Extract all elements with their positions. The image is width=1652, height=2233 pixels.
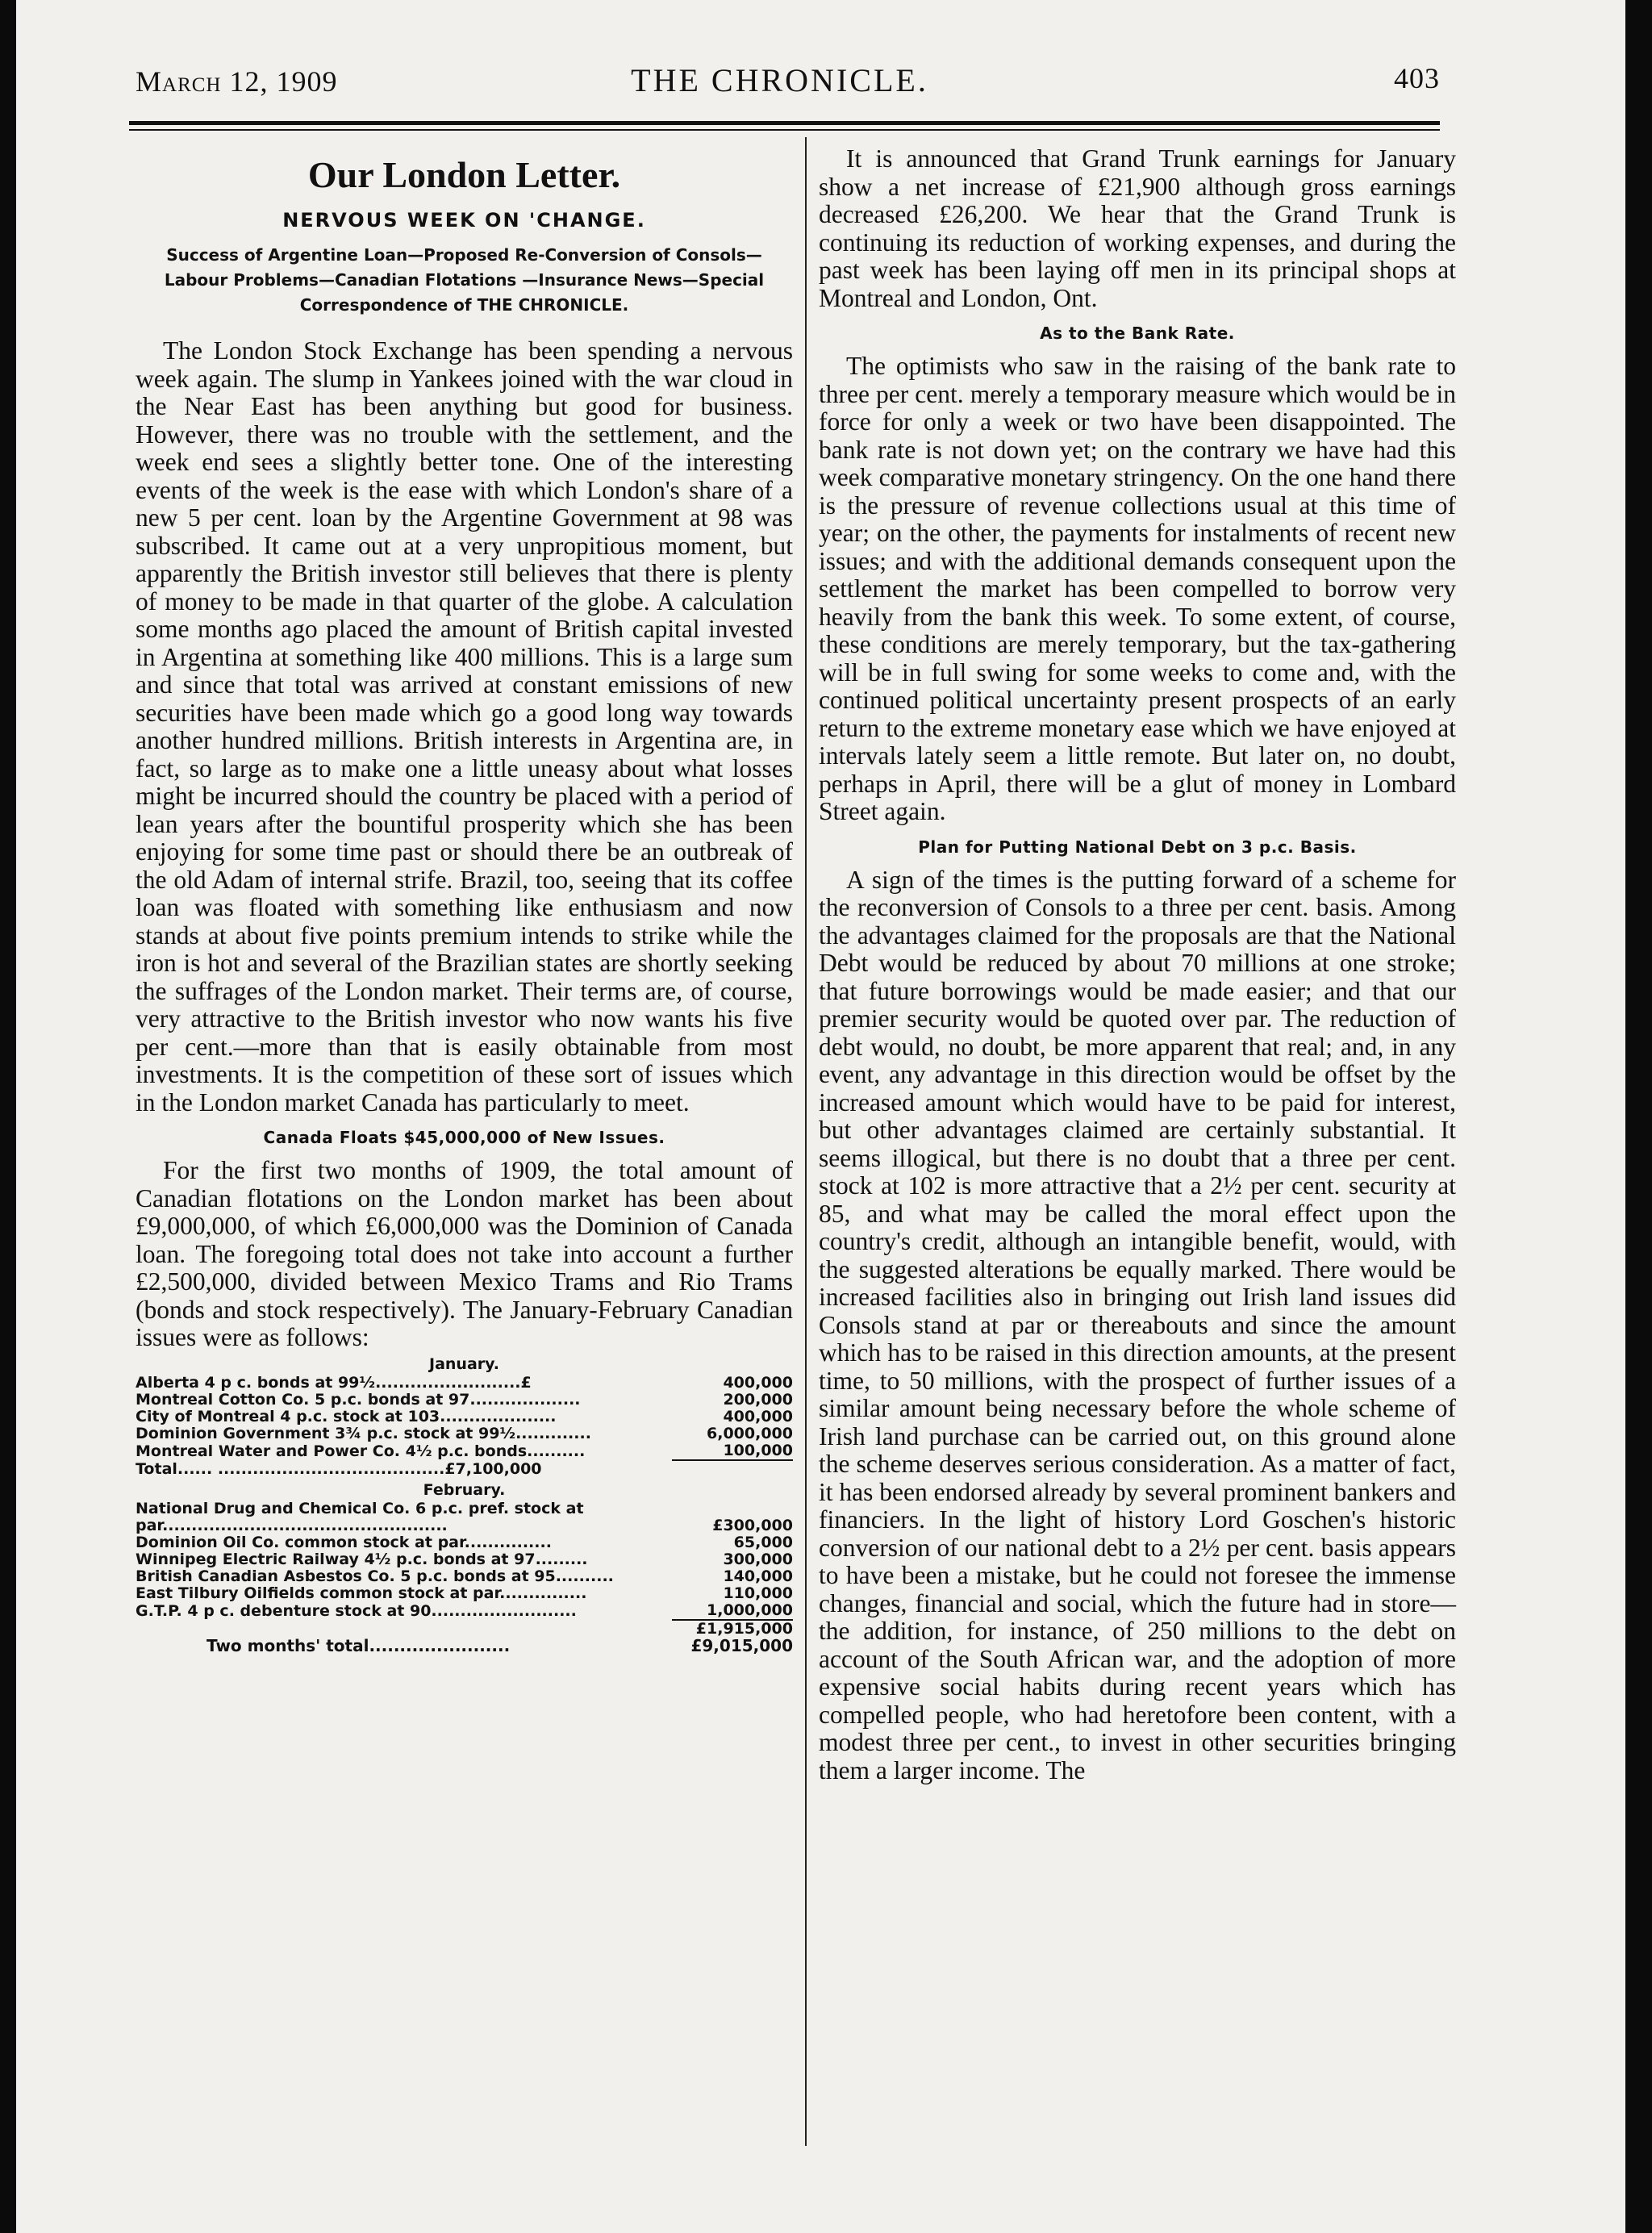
january-issue-row [136,1425,793,1442]
header-rule-thin [129,129,1440,131]
january-issue-row [136,1392,793,1409]
right-column [819,139,1456,1784]
issue-name: National Drug and Chemical Co. 6 p.c. pref. stock at [136,1500,584,1517]
issue-amount: 1,000,000 [707,1601,793,1619]
issue-amount [672,1500,793,1517]
grand-total: £9,015,000 [690,1635,793,1655]
article-title: Our London Letter. [307,154,621,195]
january-label: January. [429,1354,499,1373]
february-issue-row [136,1602,793,1620]
column-divider [805,137,807,2146]
issue-amount: 140,000 [723,1567,793,1585]
page-header [119,58,1440,106]
paragraph-grand-trunk: It is announced that Grand Trunk earnings for January show a net increase of £21,900 although gross earnings decreased £26,200. We hear that the Grand Trunk is continuing its reduction of working expenses, and during the past week has been laying off men in its principal shops at Montreal and London, Ont. [819,144,1456,312]
article-subtitle: NERVOUS WEEK ON 'CHANGE. [282,209,646,232]
january-issue-row [136,1409,793,1425]
header-rule-thick [129,121,1440,125]
page-number: 403 [1394,62,1440,94]
paragraph-stock-exchange: The London Stock Exchange has been spending a nervous week again. The slump in Yankees joined with the war cloud in the Near East has been anything but good for business. However, there was no trouble with the settlement, and the week end sees a slightly better tone. One of the interesting events of the week is the ease with which London's share of a new 5 per cent. loan by the Argentine Government at 98 was subscribed. It came out at a very unpropitious moment, but apparently the British investor still believes that there is plenty of money to be made in that quarter of the globe. A calculation some months ago placed the amount of British capital invested in Argentina at something like 400 millions. This is a large sum and since that total was arrived at constant emissions of new securities have been made which go a good long way towards another hundred millions. British interests in Argentina are, in fact, so large as to make one a little uneasy about what losses might be incurred should the country be placed with a period of lean years after the bountiful prosperity which she has been enjoying for some time past or should there be an outbreak of the old Adam of internal strife. Brazil, too, seeing that its coffee loan was floated with something like enthusiasm and now stands at about five points premium intends to strike while the iron is hot and several of the Brazilian states are shortly seeking the suffrages of the London market. Their terms are, of course, very attractive to the British investor who now wants his five per cent.—more than that is easily obtainable from most investments. It is the competition of these sort of issues which in the London market Canada has particularly to meet. [136,336,793,1116]
january-issue-row [136,1442,793,1460]
issue-date: March 12, 1909 [136,65,338,98]
article-deck: Success of Argentine Loan—Proposed Re-Conversion of Consols—Labour Problems—Canadian Flotations —Insurance News—Special Correspondence of THE CHRONICLE. [164,245,765,315]
february-issue-row [136,1500,793,1517]
issue-name: Montreal Cotton Co. 5 p.c. bonds at 97................... [136,1391,581,1409]
issue-amount: 200,000 [723,1390,793,1409]
january-total: Total...... .......................................£7,100,000 [136,1459,542,1478]
issue-amount: 65,000 [733,1533,793,1551]
issue-amount: 6,000,000 [707,1424,793,1442]
issue-name: Alberta 4 p c. bonds at 99½.........................£ [136,1374,532,1392]
issue-amount: 100,000 [672,1442,793,1460]
grand-total-label: Two months' total....................... [206,1637,511,1655]
issue-name: East Tilbury Oilfields common stock at par............... [136,1584,587,1602]
february-total: £1,915,000 [672,1620,793,1638]
february-issue-row [136,1568,793,1585]
publication-title: THE CHRONICLE. [631,62,928,98]
january-issues-table [136,1375,793,1478]
issue-name: Dominion Oil Co. common stock at par............... [136,1534,552,1551]
section-head-bank-rate: As to the Bank Rate. [1040,323,1235,343]
issue-amount: 400,000 [723,1407,793,1425]
paragraph-national-debt: A sign of the times is the putting forward of a scheme for the reconversion of Consols to a three per cent. basis. Among the advantages claimed for the proposals are that the National Debt would be reduced by about 70 millions at one stroke; that future borrowings would be made easier; and that our premier security would be quoted over par. The reduction of debt would, no doubt, be more apparent that real; and, in any event, any advantage in this direction would be offset by the increased amount which would have to be paid for interest, but other advantages claimed are certainly substantial. It seems illogical, but there is no doubt that a three per cent. stock at 102 is more attractive that a 2½ per cent. security at 85, and what may be called the moral effect upon the country's credit, although an intangible benefit, would, with the suggested alterations be equally marked. There would be increased facilities also in bringing out Irish land issues did Consols stand at par or thereabouts and since the amount which has to be raised in this direction amounts, at the present time, to 50 millions, with the prospect of further issues of a similar amount being necessary before the whole scheme of Irish land purchase can be carried out, on this ground alone the scheme deserves serious consideration. As a matter of fact, it has been endorsed already by several prominent bankers and financiers. In the light of history Lord Goschen's historic conversion of our national debt to a 2½ per cent. basis appears to have been a mistake, but he could not foresee the immense changes, financial and social, which the future had in store—the addition, for instance, of 250 millions to the debt on account of the South African war, and the adoption of more expensive social habits during recent years which has compelled people, who had heretofore been content, with a modest three per cent., to invest in other securities bringing them a larger income. The [819,865,1456,1784]
section-head-national-debt: Plan for Putting National Debt on 3 p.c. Basis. [918,837,1357,857]
issue-amount: 300,000 [723,1550,793,1568]
issue-name: City of Montreal 4 p.c. stock at 103.................... [136,1408,557,1425]
left-column [136,139,793,1655]
issue-name: Dominion Government 3¾ p.c. stock at 99½............. [136,1425,591,1442]
february-issue-row [136,1534,793,1551]
issue-amount: 400,000 [723,1373,793,1392]
january-issue-row [136,1375,793,1392]
issue-name: par................................................. [136,1517,448,1534]
february-issue-row [136,1517,793,1534]
february-issues-table [136,1500,793,1655]
issue-name: Winnipeg Electric Railway 4½ p.c. bonds at 97......... [136,1551,588,1568]
newspaper-page [16,0,1625,2233]
issue-name: Montreal Water and Power Co. 4½ p.c. bonds.......... [136,1442,586,1460]
issue-amount: 110,000 [723,1584,793,1602]
paragraph-canadian-flotations: For the first two months of 1909, the total amount of Canadian flotations on the London market has been about £9,000,000, of which £6,000,000 was the Dominion of Canada loan. The foregoing total does not take into account a further £2,500,000, divided between Mexico Trams and Rio Trams (bonds and stock respectively). The January-February Canadian issues were as follows: [136,1156,793,1351]
february-issue-row [136,1585,793,1602]
february-label: February. [423,1480,506,1499]
section-head-canada-floats: Canada Floats $45,000,000 of New Issues. [263,1128,665,1147]
issue-amount: £300,000 [712,1516,793,1534]
issue-name: G.T.P. 4 p c. debenture stock at 90......................... [136,1601,577,1620]
february-issue-row [136,1551,793,1568]
issue-name: British Canadian Asbestos Co. 5 p.c. bonds at 95.......... [136,1567,614,1585]
paragraph-bank-rate: The optimists who saw in the raising of the bank rate to three per cent. merely a temporary measure which would be in force for only a week or two have been disappointed. The bank rate is not down yet; on the contrary we have had this week comparative monetary stringency. On the one hand there is the pressure of revenue collections usual at this time of year; on the other, the payments for instalments of recent new issues; and with the additional demands consequent upon the settlement the market has been compelled to borrow very heavily from the bank this week. To some extent, of course, these conditions are merely temporary, but the tax-gathering will be in full swing for some weeks to come and, with the continued political uncertainty present prospects of an early return to the extreme monetary ease which we have enjoyed at intervals lately seem a little remote. But later on, no doubt, perhaps in April, there will be a glut of money in Lombard Street again. [819,352,1456,825]
